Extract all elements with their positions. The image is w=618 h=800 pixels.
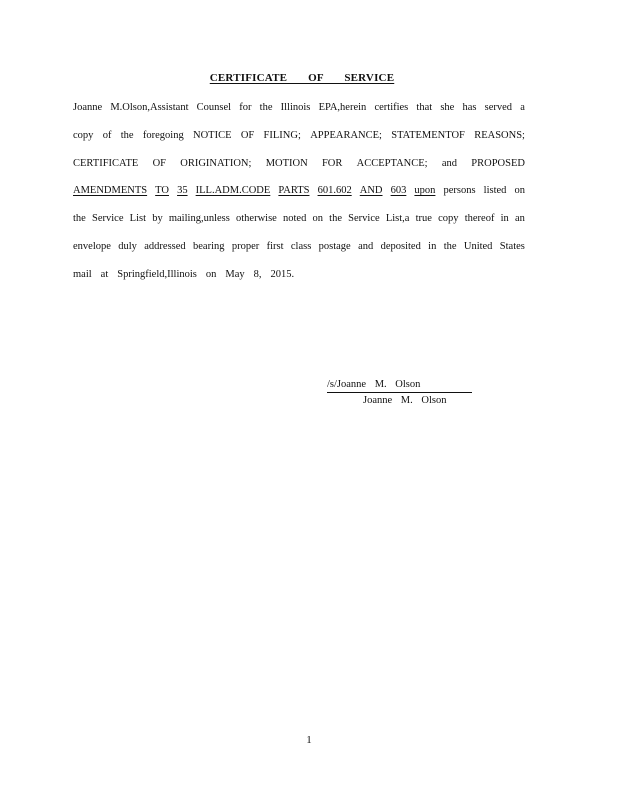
body-word: Joanne [73, 102, 103, 113]
body-word: certifies [374, 102, 409, 113]
body-word: the [329, 213, 342, 224]
body-word: STATEMENTOF [391, 130, 465, 141]
body-word: NOTICE [193, 130, 232, 141]
body-word: PARTS [278, 185, 310, 196]
signer-name: Joanne M. Olson [363, 395, 447, 406]
body-word: upon [414, 185, 436, 196]
signature-line: /s/Joanne M. Olson [327, 378, 472, 393]
body-word: the [259, 102, 273, 113]
body-word: ACCEPTANCE; [356, 158, 428, 169]
body-word: in [500, 213, 509, 224]
document-title-text: CERTIFICATE OF SERVICE [209, 72, 395, 84]
body-word: AND [359, 185, 383, 196]
body-word: on [205, 269, 217, 280]
body-word: that [416, 102, 433, 113]
body-word: and [441, 158, 458, 169]
body-word: OF [152, 158, 166, 169]
body-word: Service [348, 213, 380, 224]
body-word: on [312, 213, 323, 224]
body-word: Springfield,Illinois [117, 269, 197, 280]
body-word: listed [483, 185, 507, 196]
body-word: TO [155, 185, 169, 196]
body-word: mailing,unless [168, 213, 230, 224]
body-word: 2015. [270, 269, 295, 280]
body-word: has [462, 102, 477, 113]
body-line [73, 156, 525, 172]
body-word: PROPOSED [471, 158, 525, 169]
body-word: true [415, 213, 432, 224]
body-word: envelope [73, 241, 111, 252]
body-word: addressed [144, 241, 186, 252]
body-word: duly [118, 241, 137, 252]
body-word: thereof [464, 213, 495, 224]
body-word: proper [231, 241, 260, 252]
body-line [73, 183, 525, 199]
body-word: postage [318, 241, 351, 252]
body-word: APPEARANCE; [310, 130, 382, 141]
body-word: 601.602 [317, 185, 352, 196]
body-word: in [428, 241, 437, 252]
body-word: copy [73, 130, 94, 141]
body-word: the [73, 213, 86, 224]
body-word: by [152, 213, 163, 224]
body-word: class [290, 241, 312, 252]
body-word: otherwise [236, 213, 277, 224]
body-word: and [358, 241, 374, 252]
body-word: United [463, 241, 493, 252]
body-line [73, 239, 525, 255]
body-word: OF [240, 130, 255, 141]
body-word: persons [443, 185, 476, 196]
body-word: States [499, 241, 525, 252]
body-word: a [520, 102, 525, 113]
body-line [73, 267, 525, 283]
body-word: List,a [385, 213, 410, 224]
body-word: 8, [253, 269, 262, 280]
body-word: M.Olson,Assistant [110, 102, 189, 113]
page-number: 1 [306, 734, 312, 746]
body-word: CERTIFICATE [73, 158, 139, 169]
body-word: AMENDMENTS [73, 185, 148, 196]
body-word: of [102, 130, 112, 141]
body-line [73, 100, 525, 116]
body-word: deposited [380, 241, 421, 252]
body-word: FOR [321, 158, 343, 169]
body-word: the [443, 241, 457, 252]
body-word: served [484, 102, 513, 113]
body-word: mail [73, 269, 92, 280]
body-word: foregoing [142, 130, 184, 141]
body-word: an [514, 213, 525, 224]
body-word: she [440, 102, 455, 113]
body-word: on [514, 185, 525, 196]
body-line [73, 128, 525, 144]
body-word: FILING; [263, 130, 301, 141]
body-word: at [100, 269, 109, 280]
body-word: Service [92, 213, 124, 224]
body-word: for [239, 102, 252, 113]
body-word: the [120, 130, 134, 141]
body-line [73, 211, 525, 227]
body-word: Counsel [196, 102, 232, 113]
body-word: May [225, 269, 245, 280]
body-word: 603 [390, 185, 407, 196]
body-word: copy [438, 213, 459, 224]
body-word: EPA,herein [318, 102, 367, 113]
body-word: first [266, 241, 284, 252]
body-word: bearing [193, 241, 225, 252]
body-word: MOTION [265, 158, 308, 169]
body-word: REASONS; [474, 130, 525, 141]
body-word: 35 [177, 185, 188, 196]
body-word: ILL.ADM.CODE [195, 185, 271, 196]
body-word: ORIGINATION; [180, 158, 252, 169]
body-word: List [129, 213, 147, 224]
document-title [0, 72, 618, 84]
body-word: noted [283, 213, 307, 224]
body-word: Illinois [280, 102, 311, 113]
